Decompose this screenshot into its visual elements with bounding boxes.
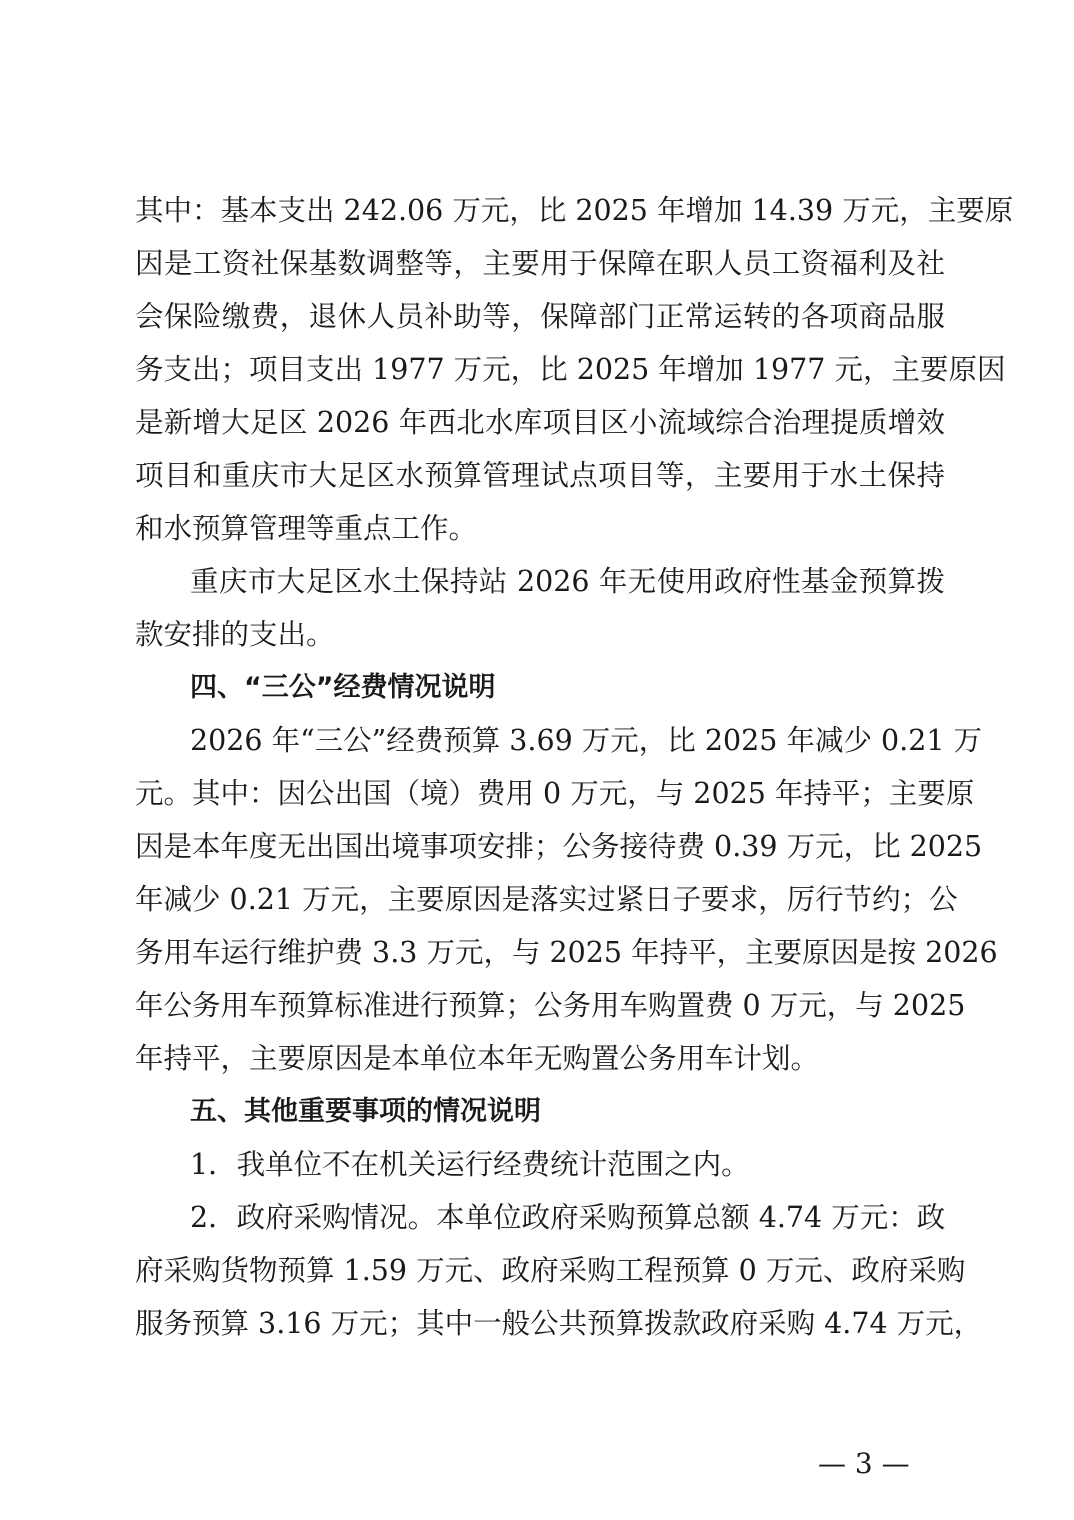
paragraph-budget-line: 会保险缴费，退休人员补助等，保障部门正常运转的各项商品服 — [135, 300, 945, 333]
paragraph-budget-line: 其中：基本支出 242.06 万元，比 2025 年增加 14.39 万元，主要原 — [135, 194, 1014, 227]
section-heading-5: 五、其他重要事项的情况说明 — [190, 1096, 541, 1127]
paragraph-budget-line: 和水预算管理等重点工作。 — [135, 512, 478, 545]
paragraph-budget-line: 因是工资社保基数调整等，主要用于保障在职人员工资福利及社 — [135, 247, 945, 280]
paragraph-sangong-line: 年持平，主要原因是本单位本年无购置公务用车计划。 — [135, 1042, 820, 1075]
page-number: — 3 — — [818, 1447, 910, 1480]
list-item-2-line: 服务预算 3.16 万元；其中一般公共预算拨款政府采购 4.74 万元， — [135, 1307, 983, 1340]
paragraph-budget-line: 务支出；项目支出 1977 万元，比 2025 年增加 1977 元，主要原因 — [135, 353, 1006, 386]
list-item-2-line: 2．政府采购情况。本单位政府采购预算总额 4.74 万元：政 — [190, 1201, 946, 1234]
section-heading-4: 四、“三公”经费情况说明 — [190, 672, 496, 703]
paragraph-sangong-line: 2026 年“三公”经费预算 3.69 万元，比 2025 年减少 0.21 万 — [190, 724, 983, 757]
paragraph-fund-line: 重庆市大足区水土保持站 2026 年无使用政府性基金预算拨 — [190, 565, 945, 598]
paragraph-sangong-line: 因是本年度无出国出境事项安排；公务接待费 0.39 万元，比 2025 — [135, 830, 983, 863]
paragraph-sangong-line: 元。其中：因公出国（境）费用 0 万元，与 2025 年持平；主要原 — [135, 777, 975, 810]
paragraph-sangong-line: 年减少 0.21 万元，主要原因是落实过紧日子要求，厉行节约；公 — [135, 883, 958, 916]
paragraph-budget-line: 项目和重庆市大足区水预算管理试点项目等，主要用于水土保持 — [135, 459, 945, 492]
paragraph-fund-line: 款安排的支出。 — [135, 618, 335, 651]
paragraph-sangong-line: 务用车运行维护费 3.3 万元，与 2025 年持平，主要原因是按 2026 — [135, 936, 998, 969]
paragraph-budget-line: 是新增大足区 2026 年西北水库项目区小流域综合治理提质增效 — [135, 406, 945, 439]
list-item-2-line: 府采购货物预算 1.59 万元、政府采购工程预算 0 万元、政府采购 — [135, 1254, 966, 1287]
list-item-1: 1．我单位不在机关运行经费统计范围之内。 — [190, 1148, 750, 1181]
paragraph-sangong-line: 年公务用车预算标准进行预算；公务用车购置费 0 万元，与 2025 — [135, 989, 966, 1022]
